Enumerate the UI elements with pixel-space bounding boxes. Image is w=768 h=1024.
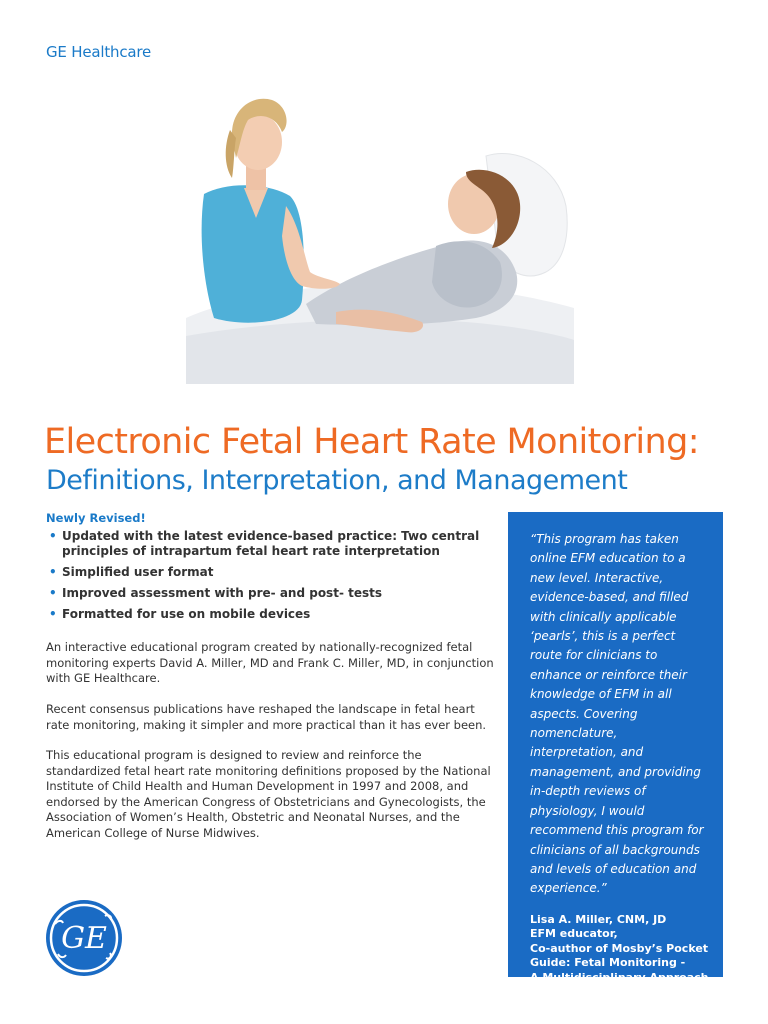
bullet-icon: • (49, 607, 57, 621)
feature-list (46, 529, 496, 628)
author-line: Guide: Fetal Monitoring - (530, 956, 686, 970)
main-title: Electronic Fetal Heart Rate Monitoring: (44, 422, 699, 462)
author-line: A Multidisciplinary Approach (530, 970, 709, 984)
testimonial-author (530, 913, 707, 986)
program-paragraph: This educational program is designed to review and reinforce the standardized fetal heart rate monitoring definitions proposed by the National Institute of Child Health and Human Development in 1997 and 2008, and endorsed by the American Congress of Obstetricians and Gynecologists, the Association of Women’s Health, Obstetric and Neonatal Nurses, and the American College of Nurse Midwives. (46, 748, 491, 840)
author-line: EFM educator, (530, 927, 618, 941)
author-line: Co-author of Mosby’s Pocket (530, 941, 709, 955)
feature-item-text: Formatted for use on mobile devices (62, 607, 311, 621)
feature-item (46, 586, 496, 601)
brand-name: GE Healthcare (46, 43, 152, 61)
logo-lettering: GE (61, 921, 107, 956)
feature-item (46, 607, 496, 622)
intro-paragraph: An interactive educational program created by nationally-recognized fetal monitoring experts David A. Miller, MD and Frank C. Miller, MD, in conjunction with GE Healthcare. (46, 640, 494, 685)
feature-item-text: Improved assessment with pre- and post- tests (62, 586, 382, 600)
feature-item (46, 529, 496, 559)
testimonial-box (508, 512, 723, 984)
testimonial-quote: “This program has taken online EFM education to a new level. Interactive, evidence-based, and filled with clinically applicable ‘pearls’, this is a perfect route for clinicians to enhance or reinforce their knowledge of EFM in all aspects. Covering nomenclature, interpretation, and management, and providing in-depth reviews of physiology, I would recommend this program for clinicians of all backgrounds and levels of education and experience.” (530, 532, 704, 896)
hero-photo-nurse-and-patient (186, 86, 574, 384)
bullet-icon: • (49, 565, 57, 579)
feature-item-text: Simplified user format (62, 565, 214, 579)
feature-item (46, 565, 496, 580)
consensus-paragraph: Recent consensus publications have reshaped the landscape in fetal heart rate monitoring, making it simpler and more practical than it has ever been. (46, 702, 487, 732)
bullet-icon: • (49, 586, 57, 600)
features-heading: Newly Revised! (46, 511, 146, 525)
ge-logo (44, 898, 124, 978)
subtitle: Definitions, Interpretation, and Management (46, 465, 628, 496)
feature-item-text: Updated with the latest evidence-based practice: Two central principles of intrapartum fetal heart rate interpretation (62, 529, 480, 558)
author-line: Lisa A. Miller, CNM, JD (530, 912, 667, 926)
bullet-icon: • (49, 529, 57, 543)
